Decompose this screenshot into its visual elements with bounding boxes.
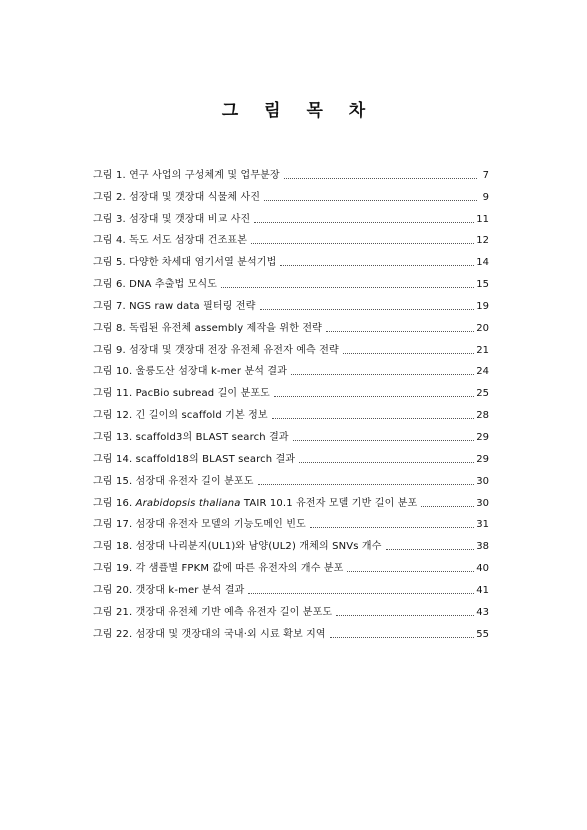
toc-entry-page: 38 xyxy=(476,541,489,553)
toc-entry-page: 14 xyxy=(476,257,489,269)
toc-entry-page: 55 xyxy=(476,628,489,640)
toc-entry-page: 15 xyxy=(476,279,489,291)
toc-entry[interactable] xyxy=(93,226,489,248)
toc-entry-label: 그림 17. 섬장대 유전자 모델의 기능도메인 빈도 xyxy=(93,519,306,531)
toc-entry[interactable] xyxy=(93,160,489,182)
toc-entry-label: 그림 15. 섬장대 유전자 길이 분포도 xyxy=(93,475,254,487)
toc-entry-page: 12 xyxy=(476,235,489,247)
toc-entry[interactable] xyxy=(93,531,489,553)
dot-leader xyxy=(330,637,475,638)
dot-leader xyxy=(272,418,475,419)
toc-entry-label xyxy=(93,498,421,510)
toc-entry[interactable] xyxy=(93,204,489,226)
toc-entry[interactable] xyxy=(93,269,489,291)
toc-entry-page: 30 xyxy=(476,497,489,509)
toc-entry[interactable] xyxy=(93,466,489,488)
dot-leader xyxy=(310,527,474,528)
toc-entry-label: 그림 8. 독립된 유전체 assembly 제작을 위한 전략 xyxy=(93,322,322,334)
toc-entry-page: 21 xyxy=(476,344,489,356)
toc-entry[interactable] xyxy=(93,400,489,422)
toc-entry-page: 30 xyxy=(476,475,489,487)
species-name: Arabidopsis thaliana xyxy=(135,497,241,509)
dot-leader xyxy=(274,396,474,397)
toc-entry-page: 9 xyxy=(482,191,489,203)
dot-leader xyxy=(280,265,474,266)
toc-entry-label: 그림 11. PacBio subread 길이 분포도 xyxy=(93,388,270,400)
toc-entry-page: 25 xyxy=(476,388,489,400)
toc-entry-label: 그림 20. 갯장대 k-mer 분석 결과 xyxy=(93,584,245,596)
toc-entry[interactable] xyxy=(93,553,489,575)
dot-leader xyxy=(258,484,475,485)
toc-entry-page: 19 xyxy=(476,300,489,312)
toc-entry-label: 그림 13. scaffold3의 BLAST search 결과 xyxy=(93,431,289,443)
dot-leader xyxy=(251,243,474,244)
toc-entry[interactable] xyxy=(93,619,489,641)
dot-leader xyxy=(421,506,474,507)
toc-entry-label: 그림 7. NGS raw data 필터링 전략 xyxy=(93,300,256,312)
dot-leader xyxy=(260,309,475,310)
page-title: 그 림 목 차 xyxy=(221,101,376,121)
toc-entry[interactable] xyxy=(93,444,489,466)
dot-leader xyxy=(386,549,475,550)
toc-entry[interactable] xyxy=(93,575,489,597)
toc-entry-label: 그림 9. 섬장대 및 갯장대 전장 유전체 유전자 예측 전략 xyxy=(93,344,339,356)
toc-entry-label: 그림 5. 다양한 차세대 염기서열 분석기법 xyxy=(93,257,277,269)
dot-leader xyxy=(284,178,477,179)
toc-entry[interactable] xyxy=(93,182,489,204)
toc-entry-label: 그림 6. DNA 추출법 모식도 xyxy=(93,279,218,291)
dot-leader xyxy=(248,593,474,594)
toc-entry[interactable] xyxy=(93,597,489,619)
toc-entry-label: 그림 4. 독도 서도 섬장대 건조표본 xyxy=(93,235,248,247)
toc-entry[interactable] xyxy=(93,378,489,400)
toc-entry-label: 그림 10. 울릉도산 섬장대 k-mer 분석 결과 xyxy=(93,366,288,378)
toc-entry-label-prefix: 그림 16. xyxy=(93,497,136,509)
dot-leader xyxy=(343,353,474,354)
toc-entry-page: 28 xyxy=(476,410,489,422)
toc-entry-label: 그림 14. scaffold18의 BLAST search 결과 xyxy=(93,453,296,465)
toc-entry-label-suffix: TAIR 10.1 유전자 모델 기반 길이 분포 xyxy=(240,497,418,509)
dot-leader xyxy=(254,222,474,223)
toc-entry[interactable] xyxy=(93,510,489,532)
toc-entry-page: 20 xyxy=(476,322,489,334)
toc-entry-label: 그림 22. 섬장대 및 갯장대의 국내·외 시료 확보 지역 xyxy=(93,628,326,640)
toc-entry-page: 41 xyxy=(476,584,489,596)
toc-entry-label: 그림 18. 섬장대 나리분지(UL1)와 남양(UL2) 개체의 SNVs 개수 xyxy=(93,541,382,553)
toc-entry-label: 그림 3. 섬장대 및 갯장대 비교 사진 xyxy=(93,213,251,225)
dot-leader xyxy=(293,440,475,441)
toc-entry-label: 그림 1. 연구 사업의 구성체계 및 업무분장 xyxy=(93,169,280,181)
dot-leader xyxy=(291,374,474,375)
toc-entry-page: 11 xyxy=(476,213,489,225)
dot-leader xyxy=(299,462,474,463)
dot-leader xyxy=(336,615,474,616)
dot-leader xyxy=(221,287,474,288)
toc-entry-page: 29 xyxy=(476,431,489,443)
toc-entry-page: 24 xyxy=(476,366,489,378)
toc-entry-page: 29 xyxy=(476,453,489,465)
toc-entry-label: 그림 12. 긴 길이의 scaffold 기본 정보 xyxy=(93,410,268,422)
toc-entry-page: 40 xyxy=(476,563,489,575)
toc-entry-page: 43 xyxy=(476,606,489,618)
toc-entry[interactable] xyxy=(93,488,489,510)
dot-leader xyxy=(326,331,474,332)
toc-entry[interactable] xyxy=(93,422,489,444)
toc-entry[interactable] xyxy=(93,313,489,335)
toc-entry[interactable] xyxy=(93,335,489,357)
toc-entry-label: 그림 19. 각 샘플별 FPKM 값에 따른 유전자의 개수 분포 xyxy=(93,563,344,575)
toc-entry-label: 그림 2. 섬장대 및 갯장대 식물체 사진 xyxy=(93,191,261,203)
toc-entry[interactable] xyxy=(93,291,489,313)
figure-list xyxy=(93,160,489,641)
dot-leader xyxy=(347,571,474,572)
toc-entry-page: 7 xyxy=(482,169,489,181)
dot-leader xyxy=(264,200,477,201)
toc-entry-label: 그림 21. 갯장대 유전체 기반 예측 유전자 길이 분포도 xyxy=(93,606,333,618)
toc-entry[interactable] xyxy=(93,357,489,379)
toc-entry[interactable] xyxy=(93,247,489,269)
toc-entry-page: 31 xyxy=(476,519,489,531)
